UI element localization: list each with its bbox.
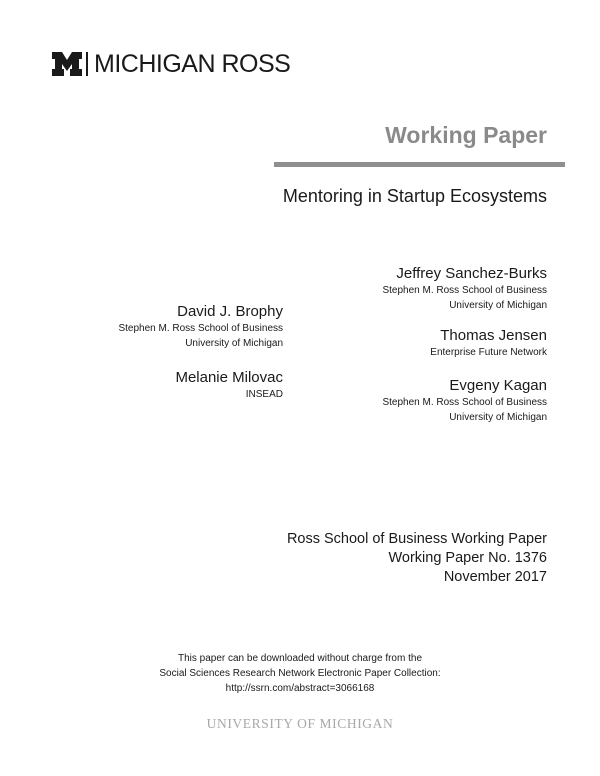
author-affiliation: Stephen M. Ross School of Business [382, 397, 547, 408]
author-affiliation: University of Michigan [449, 412, 547, 423]
heading-rule [274, 162, 565, 167]
author-kagan [382, 376, 547, 425]
author-affiliation: Stephen M. Ross School of Business [382, 285, 547, 296]
download-note-line: Social Sciences Research Network Electronic Paper Collection: [159, 668, 441, 679]
author-name: Thomas Jensen [440, 327, 547, 344]
paper-number: Working Paper No. 1376 [388, 550, 547, 566]
author-affiliation: University of Michigan [449, 300, 547, 311]
publication-date: November 2017 [443, 569, 547, 585]
paper-title: Mentoring in Startup Ecosystems [282, 186, 547, 206]
author-sanchez-burks [382, 264, 547, 313]
author-jensen [430, 326, 547, 360]
author-name: Evgeny Kagan [449, 377, 547, 394]
download-note-line: This paper can be downloaded without charge from the [177, 653, 423, 664]
author-affiliation: Stephen M. Ross School of Business [118, 323, 283, 334]
author-name: Jeffrey Sanchez-Burks [396, 265, 547, 282]
working-paper-heading: Working Paper [385, 122, 547, 148]
author-affiliation: University of Michigan [185, 338, 283, 349]
logo-divider [86, 52, 88, 76]
author-name: Melanie Milovac [175, 369, 283, 386]
author-affiliation: INSEAD [245, 389, 283, 400]
block-m-icon [52, 52, 82, 76]
logo-wordmark: MICHIGAN ROSS [94, 50, 291, 78]
series-name: Ross School of Business Working Paper [286, 531, 547, 547]
michigan-ross-logo [52, 50, 290, 78]
ssrn-link[interactable]: http://ssrn.com/abstract=3066168 [225, 683, 375, 694]
author-milovac [175, 368, 283, 402]
download-note [0, 651, 600, 696]
author-affiliation: Enterprise Future Network [430, 347, 547, 358]
author-name: David J. Brophy [177, 303, 283, 320]
working-paper-series-info [287, 530, 547, 587]
author-brophy [118, 302, 283, 351]
university-footer: UNIVERSITY OF MICHIGAN [206, 716, 394, 731]
